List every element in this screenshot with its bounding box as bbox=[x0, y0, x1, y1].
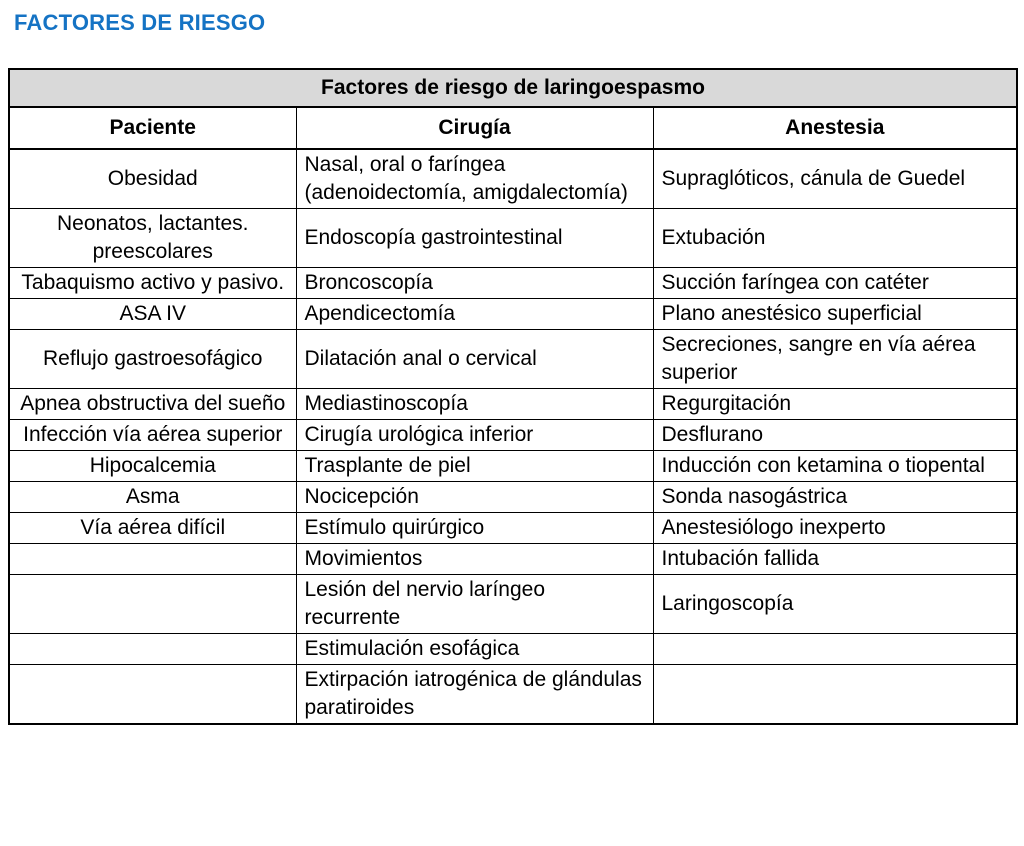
table-cell bbox=[9, 575, 296, 634]
table-cell: Supraglóticos, cánula de Guedel bbox=[653, 149, 1017, 209]
table-cell bbox=[653, 634, 1017, 665]
table-cell: Vía aérea difícil bbox=[9, 513, 296, 544]
table-row bbox=[9, 389, 1017, 420]
table-cell: Nocicepción bbox=[296, 482, 653, 513]
table-cell: Laringoscopía bbox=[653, 575, 1017, 634]
table-cell: Broncoscopía bbox=[296, 268, 653, 299]
table-cell: Infección vía aérea superior bbox=[9, 420, 296, 451]
table-row bbox=[9, 665, 1017, 725]
table-row bbox=[9, 420, 1017, 451]
table-cell: Reflujo gastroesofágico bbox=[9, 330, 296, 389]
table-cell: Secreciones, sangre en vía aérea superior bbox=[653, 330, 1017, 389]
table-cell: Desflurano bbox=[653, 420, 1017, 451]
table-cell: Extirpación iatrogénica de glándulas paratiroides bbox=[296, 665, 653, 725]
column-header-cirugia: Cirugía bbox=[296, 107, 653, 149]
table-cell: Dilatación anal o cervical bbox=[296, 330, 653, 389]
table-row bbox=[9, 544, 1017, 575]
table-cell: Cirugía urológica inferior bbox=[296, 420, 653, 451]
table-cell: Regurgitación bbox=[653, 389, 1017, 420]
table-row bbox=[9, 209, 1017, 268]
column-header-paciente: Paciente bbox=[9, 107, 296, 149]
table-cell: Lesión del nervio laríngeo recurrente bbox=[296, 575, 653, 634]
table-row bbox=[9, 299, 1017, 330]
table-cell bbox=[9, 634, 296, 665]
table-row bbox=[9, 482, 1017, 513]
table-cell: Apendicectomía bbox=[296, 299, 653, 330]
table-cell bbox=[9, 544, 296, 575]
table-cell: ASA IV bbox=[9, 299, 296, 330]
table-caption: Factores de riesgo de laringoespasmo bbox=[9, 69, 1017, 107]
table-cell: Intubación fallida bbox=[653, 544, 1017, 575]
table-header-row bbox=[9, 107, 1017, 149]
table-cell: Endoscopía gastrointestinal bbox=[296, 209, 653, 268]
table-cell: Obesidad bbox=[9, 149, 296, 209]
table-row bbox=[9, 330, 1017, 389]
table-cell: Tabaquismo activo y pasivo. bbox=[9, 268, 296, 299]
table-cell bbox=[653, 665, 1017, 725]
table-cell: Trasplante de piel bbox=[296, 451, 653, 482]
table-cell: Mediastinoscopía bbox=[296, 389, 653, 420]
table-cell: Inducción con ketamina o tiopental bbox=[653, 451, 1017, 482]
table-cell: Apnea obstructiva del sueño bbox=[9, 389, 296, 420]
table-row bbox=[9, 575, 1017, 634]
table-cell: Neonatos, lactantes. preescolares bbox=[9, 209, 296, 268]
table-cell: Estimulación esofágica bbox=[296, 634, 653, 665]
table-cell: Succión faríngea con catéter bbox=[653, 268, 1017, 299]
table-row bbox=[9, 268, 1017, 299]
table-caption-row bbox=[9, 69, 1017, 107]
table-cell bbox=[9, 665, 296, 725]
table-cell: Estímulo quirúrgico bbox=[296, 513, 653, 544]
page-title: FACTORES DE RIESGO bbox=[14, 10, 266, 35]
table-row bbox=[9, 513, 1017, 544]
table-row bbox=[9, 149, 1017, 209]
table-cell: Plano anestésico superficial bbox=[653, 299, 1017, 330]
table-cell: Nasal, oral o faríngea (adenoidectomía, amigdalectomía) bbox=[296, 149, 653, 209]
risk-factors-table bbox=[8, 68, 1018, 725]
table-cell: Hipocalcemia bbox=[9, 451, 296, 482]
table-row bbox=[9, 634, 1017, 665]
table-cell: Asma bbox=[9, 482, 296, 513]
column-header-anestesia: Anestesia bbox=[653, 107, 1017, 149]
table-cell: Extubación bbox=[653, 209, 1017, 268]
table-cell: Movimientos bbox=[296, 544, 653, 575]
table-row bbox=[9, 451, 1017, 482]
table-cell: Sonda nasogástrica bbox=[653, 482, 1017, 513]
table-cell: Anestesiólogo inexperto bbox=[653, 513, 1017, 544]
